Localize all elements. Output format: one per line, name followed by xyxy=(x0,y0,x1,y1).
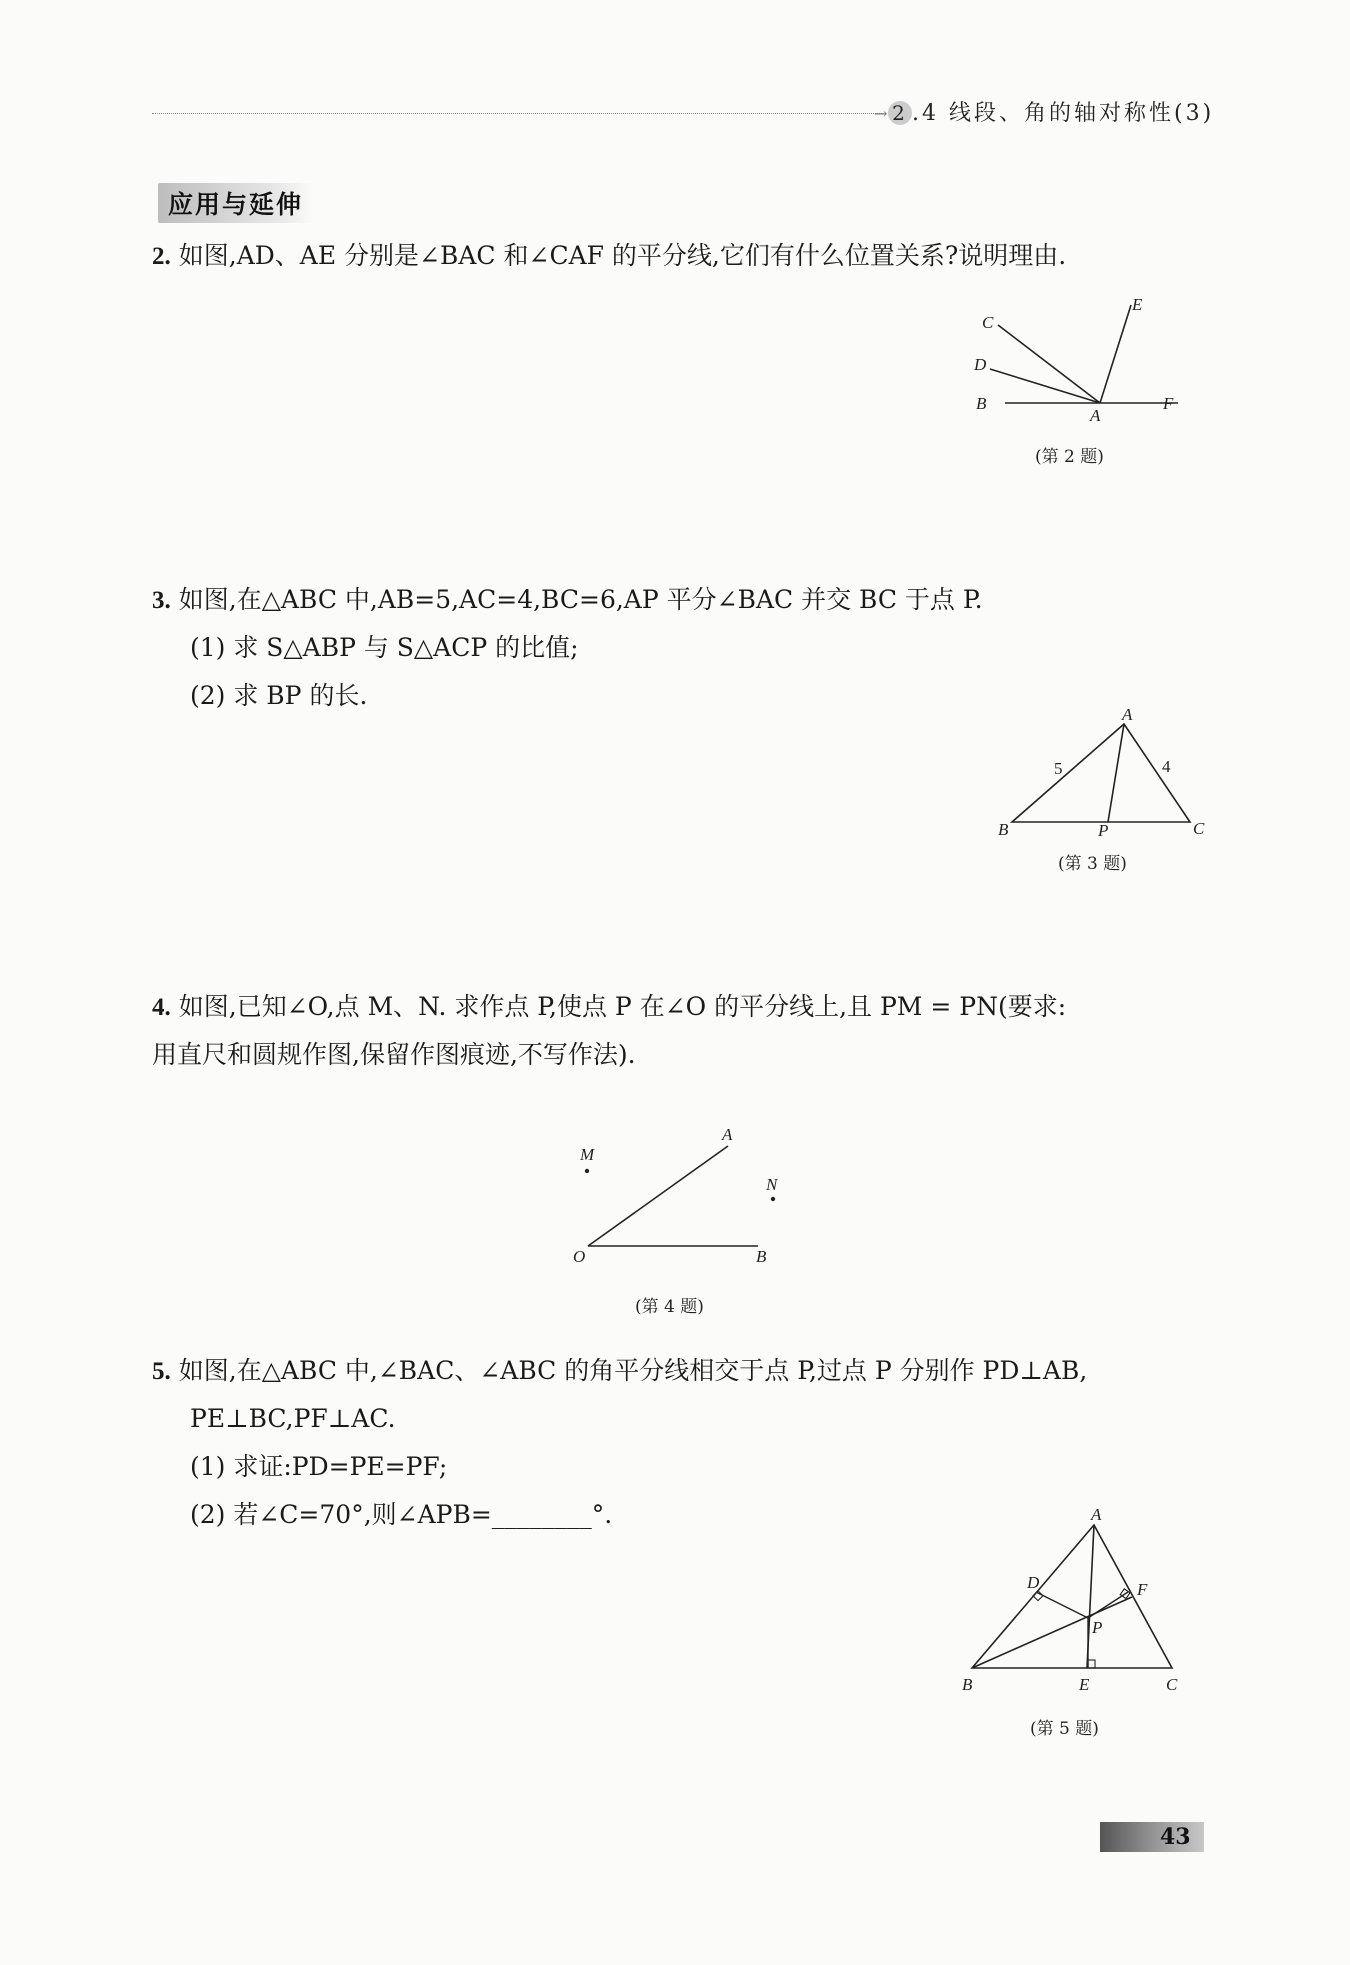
point-N xyxy=(771,1197,775,1201)
figure-caption-2: (第 2 题) xyxy=(1035,447,1104,467)
label-P: P xyxy=(1092,1618,1103,1637)
label-B: B xyxy=(998,820,1009,839)
ray-OA xyxy=(588,1146,728,1246)
label-O: O xyxy=(573,1247,586,1266)
label-D: D xyxy=(974,355,987,374)
q3-part-2: (2) 求 BP 的长. xyxy=(190,681,368,710)
question-4-line-2: 用直尺和圆规作图,保留作图痕迹,不写作法). xyxy=(152,1040,636,1069)
label-A: A xyxy=(722,1125,733,1144)
label-B: B xyxy=(976,394,987,413)
question-4 xyxy=(152,983,1066,1032)
label-B: B xyxy=(756,1247,767,1266)
ray-AE xyxy=(1100,305,1131,403)
segment-AP xyxy=(1108,724,1124,822)
question-text: 如图,AD、AE 分别是∠BAC 和∠CAF 的平分线,它们有什么位置关系?说明理由. xyxy=(178,241,1067,270)
header-rule xyxy=(152,113,882,114)
question-5 xyxy=(152,1347,1087,1396)
label-side-AB: 5 xyxy=(1054,759,1063,778)
point-M xyxy=(585,1169,589,1173)
label-E: E xyxy=(1079,1675,1090,1694)
figure-caption-3: (第 3 题) xyxy=(1058,854,1127,874)
right-angle-E xyxy=(1088,1660,1095,1668)
question-number: 4. xyxy=(152,994,171,1021)
question-number: 3. xyxy=(152,587,171,614)
ray-AD xyxy=(990,369,1100,403)
figure-q5 xyxy=(950,1500,1190,1700)
figure-q2 xyxy=(960,285,1190,430)
q5-part-1: (1) 求证:PD=PE=PF; xyxy=(190,1452,448,1481)
label-D: D xyxy=(1027,1573,1040,1592)
label-M: M xyxy=(580,1145,595,1164)
section-label: 应用与延伸 xyxy=(158,183,313,223)
label-C: C xyxy=(1166,1675,1178,1694)
q5-part-2: (2) 若∠C=70°,则∠APB=________°. xyxy=(190,1500,613,1529)
header-title-text: .4 线段、角的轴对称性(3) xyxy=(912,101,1215,126)
arrow-icon: → xyxy=(874,104,888,123)
question-text: 如图,在△ABC 中,AB=5,AC=4,BC=6,AP 平分∠BAC 并交 BC 于点 P. xyxy=(178,585,983,614)
label-A: A xyxy=(1090,406,1101,425)
question-2 xyxy=(152,232,1066,281)
label-C: C xyxy=(1193,819,1205,838)
question-number: 5. xyxy=(152,1358,171,1385)
figure-q4 xyxy=(560,1120,790,1270)
running-header xyxy=(888,96,1214,127)
label-A: A xyxy=(1091,1505,1102,1524)
q3-part-1: (1) 求 S△ABP 与 S△ACP 的比值; xyxy=(190,633,579,662)
question-text: 如图,已知∠O,点 M、N. 求作点 P,使点 P 在∠O 的平分线上,且 PM = PN(要求: xyxy=(178,992,1067,1021)
label-A: A xyxy=(1122,705,1133,724)
bisector-B xyxy=(972,1597,1132,1668)
label-N: N xyxy=(766,1175,778,1194)
figure-caption-4: (第 4 题) xyxy=(635,1297,704,1317)
section-number-badge: 2 xyxy=(888,101,912,125)
segment-PD xyxy=(1036,1592,1088,1618)
question-3 xyxy=(152,576,983,625)
question-number: 2. xyxy=(152,243,171,270)
figure-caption-5: (第 5 题) xyxy=(1030,1719,1099,1739)
question-5-line-2: PE⊥BC,PF⊥AC. xyxy=(190,1404,396,1433)
label-E: E xyxy=(1132,295,1143,314)
label-F: F xyxy=(1163,394,1174,413)
label-P: P xyxy=(1098,821,1109,840)
label-side-AC: 4 xyxy=(1162,757,1171,776)
figure-q3 xyxy=(985,700,1215,845)
label-B: B xyxy=(962,1675,973,1694)
label-C: C xyxy=(982,313,994,332)
question-text: 如图,在△ABC 中,∠BAC、∠ABC 的角平分线相交于点 P,过点 P 分别作 PD⊥AB, xyxy=(178,1356,1088,1385)
ray-AC xyxy=(998,325,1100,403)
label-F: F xyxy=(1137,1580,1148,1599)
page-number: 43 xyxy=(1160,1824,1191,1850)
